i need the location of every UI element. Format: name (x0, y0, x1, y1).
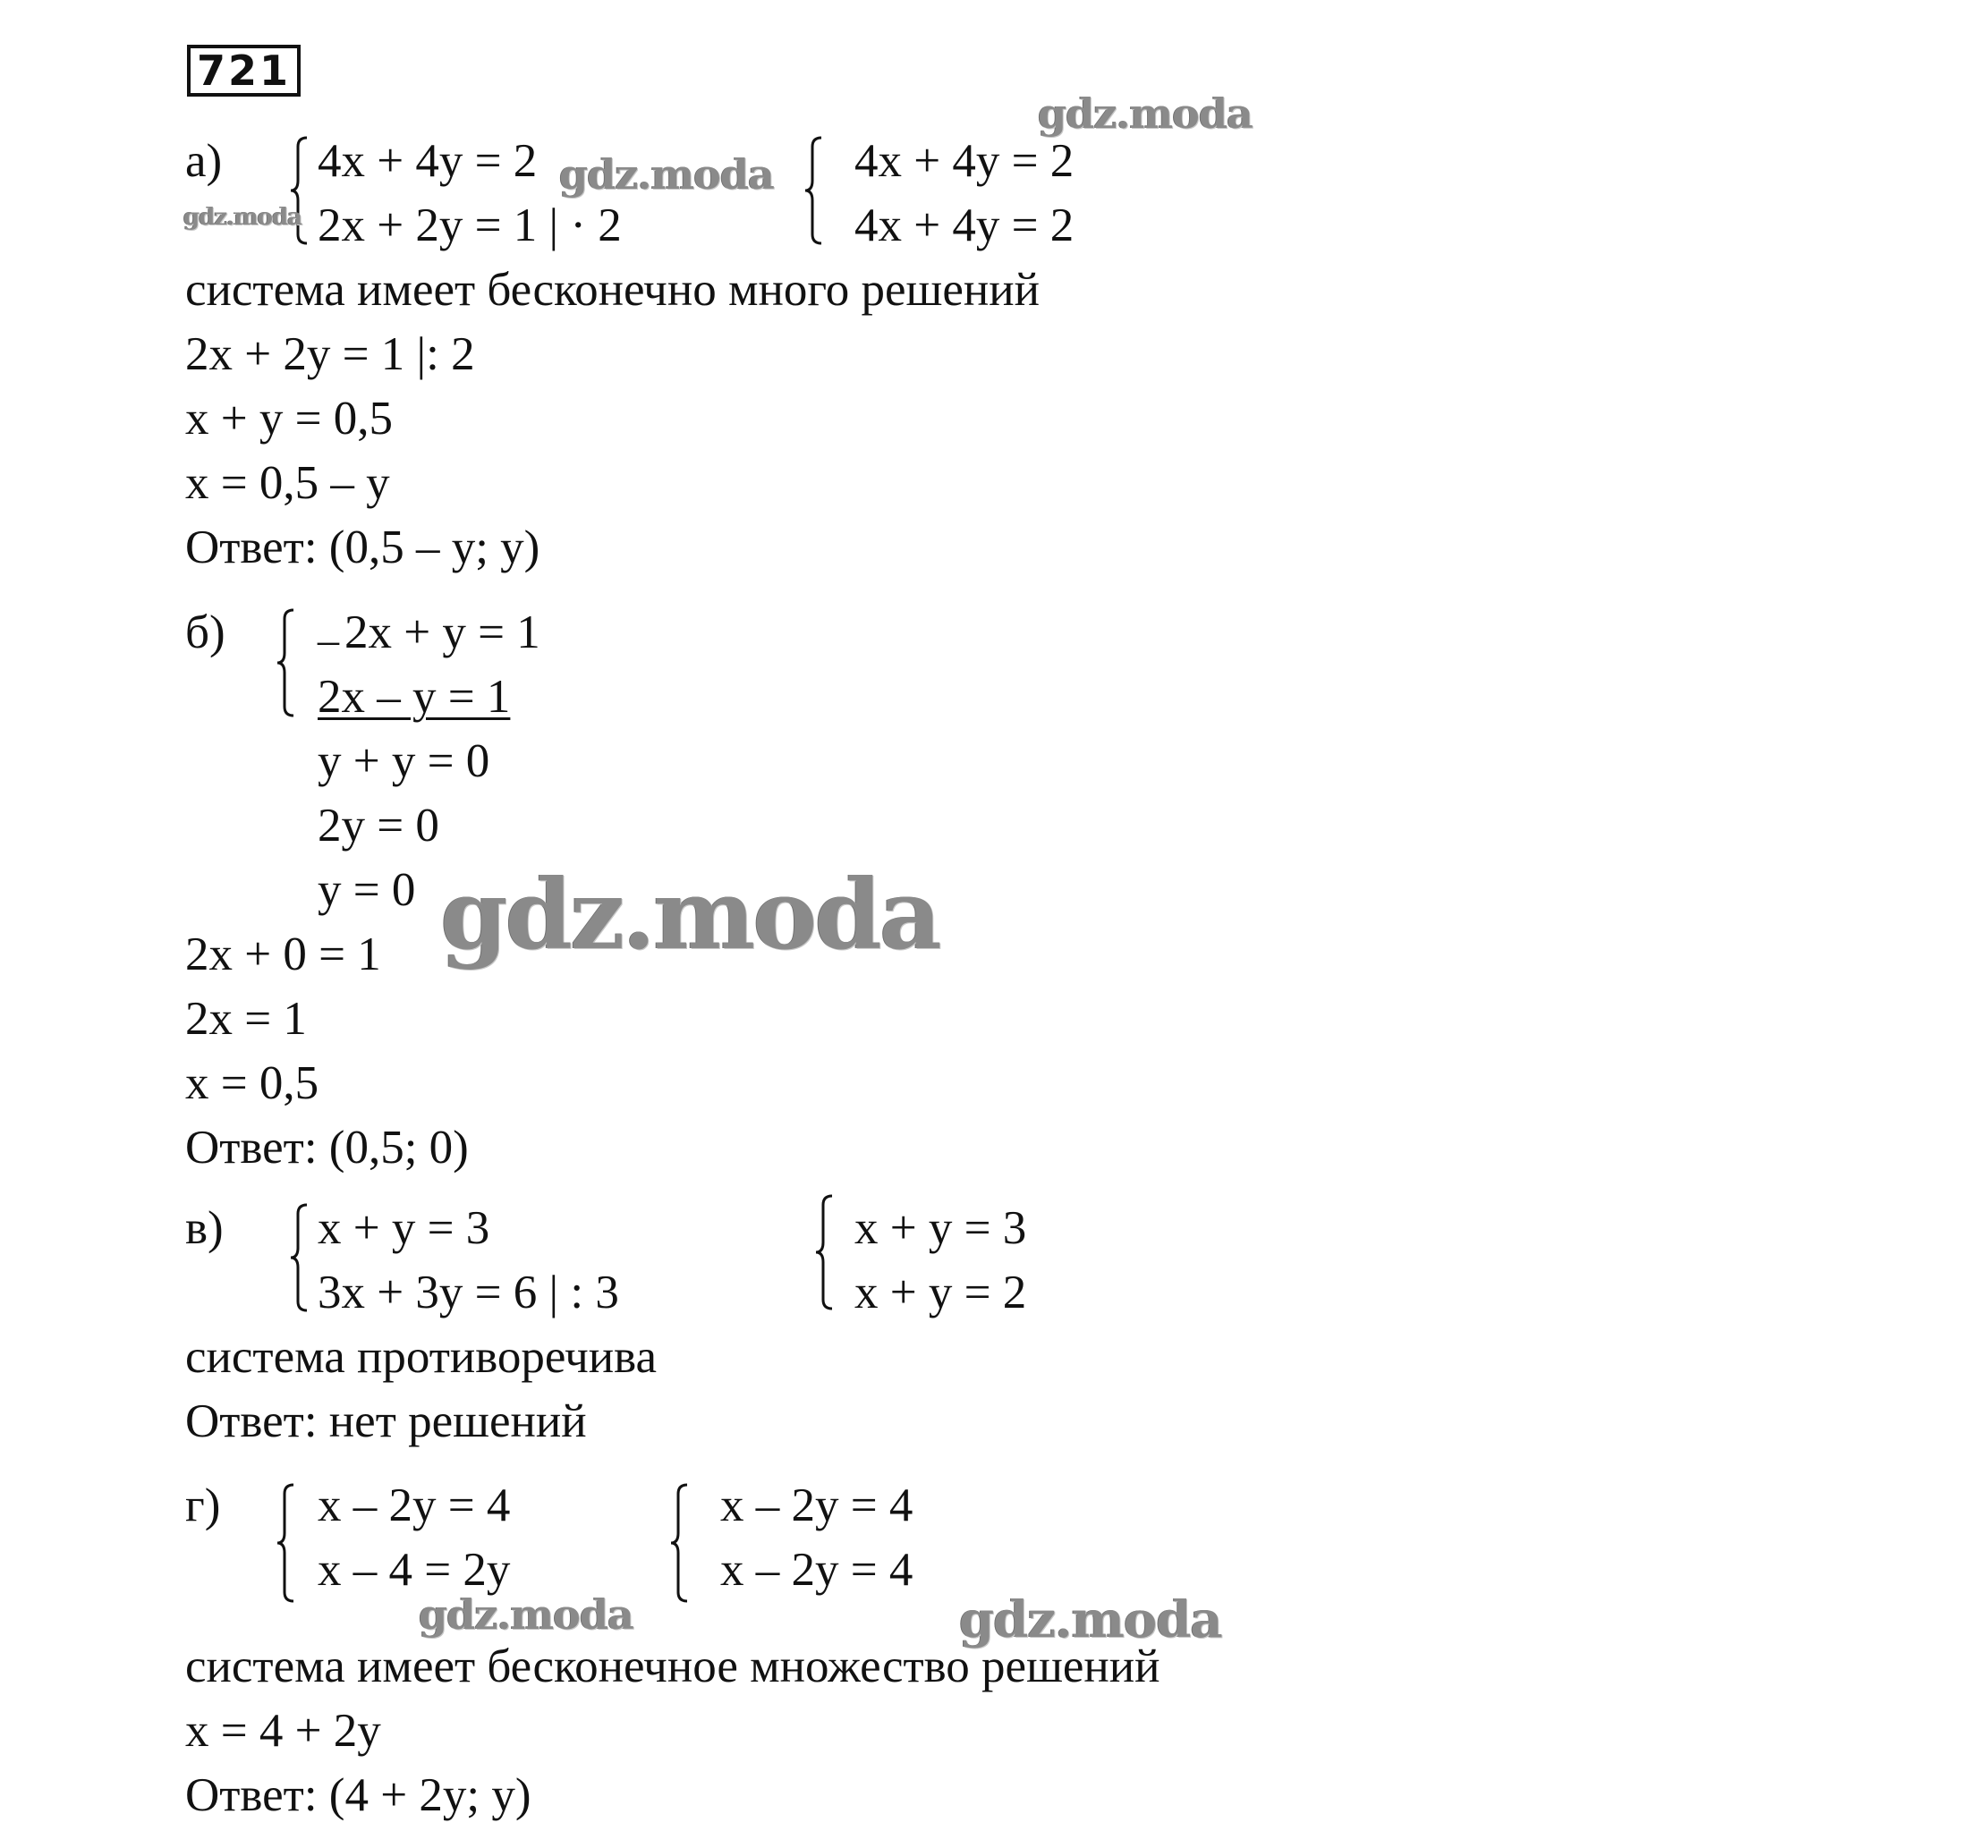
watermark: gdz.moda (959, 1590, 1222, 1649)
part-b-step: 2y = 0 (318, 800, 439, 852)
brace-icon (669, 1483, 691, 1603)
part-a-line: x = 0,5 – y (185, 457, 390, 509)
watermark: gdz.moda (440, 859, 939, 971)
part-g-system2-eq1: x – 2y = 4 (720, 1479, 913, 1531)
watermark: gdz.moda (1038, 89, 1253, 138)
part-a-answer: Ответ: (0,5 – y; y) (185, 521, 540, 573)
part-g-system1-eq2: x – 4 = 2y (318, 1544, 511, 1596)
part-b-answer: Ответ: (0,5; 0) (185, 1122, 469, 1174)
watermark: gdz.moda (419, 1590, 633, 1639)
problem-number: 721 (187, 45, 301, 97)
part-a-line: x + y = 0,5 (185, 393, 394, 445)
part-v-answer: Ответ: нет решений (185, 1395, 587, 1447)
part-v-label: в) (185, 1202, 224, 1254)
part-g-system2-eq2: x – 2y = 4 (720, 1544, 913, 1596)
part-a-system2-eq1: 4x + 4y = 2 (854, 135, 1075, 187)
part-v-system1-eq1: x + y = 3 (318, 1202, 490, 1254)
part-a-system1-eq2: 2x + 2y = 1 | · 2 (318, 199, 622, 251)
part-a-line: система имеет бесконечно много решений (185, 264, 1040, 316)
part-b-line: 2x = 1 (185, 993, 307, 1045)
part-b-line: x = 0,5 (185, 1057, 319, 1109)
brace-icon (803, 136, 825, 245)
part-g-line: система имеет бесконечное множество решений (185, 1640, 1160, 1692)
part-g-line: x = 4 + 2y (185, 1705, 381, 1757)
part-a-system2-eq2: 4x + 4y = 2 (854, 199, 1075, 251)
part-a-label: а) (185, 135, 223, 187)
part-b-line: 2x + 0 = 1 (185, 928, 381, 980)
part-b-step: y + y = 0 (318, 735, 490, 787)
part-a-system1-eq1: 4x + 4y = 2 (318, 135, 538, 187)
part-g-system1-eq1: x – 2y = 4 (318, 1479, 511, 1531)
part-b-system1-eq2: 2x – y = 1 (318, 671, 511, 723)
part-v-system2-eq2: x + y = 2 (854, 1267, 1027, 1318)
watermark: gdz.moda (183, 204, 302, 231)
watermark: gdz.moda (559, 150, 774, 199)
part-g-label: г) (185, 1479, 221, 1531)
part-b-label: б) (185, 606, 225, 658)
part-v-system1-eq2: 3x + 3y = 6 | : 3 (318, 1267, 619, 1318)
brace-icon (814, 1194, 836, 1310)
part-g-answer: Ответ: (4 + 2y; y) (185, 1769, 531, 1821)
part-v-line: система противоречива (185, 1331, 657, 1383)
part-b-step: y = 0 (318, 864, 416, 916)
brace-icon (289, 1203, 310, 1312)
part-v-system2-eq1: x + y = 3 (854, 1202, 1027, 1254)
brace-icon (276, 608, 297, 717)
part-b-system1-eq1: 2x + y = 1 (344, 606, 540, 658)
part-a-line: 2x + 2y = 1 |: 2 (185, 328, 475, 380)
subtraction-sign: _ (318, 602, 339, 649)
brace-icon (276, 1483, 297, 1603)
